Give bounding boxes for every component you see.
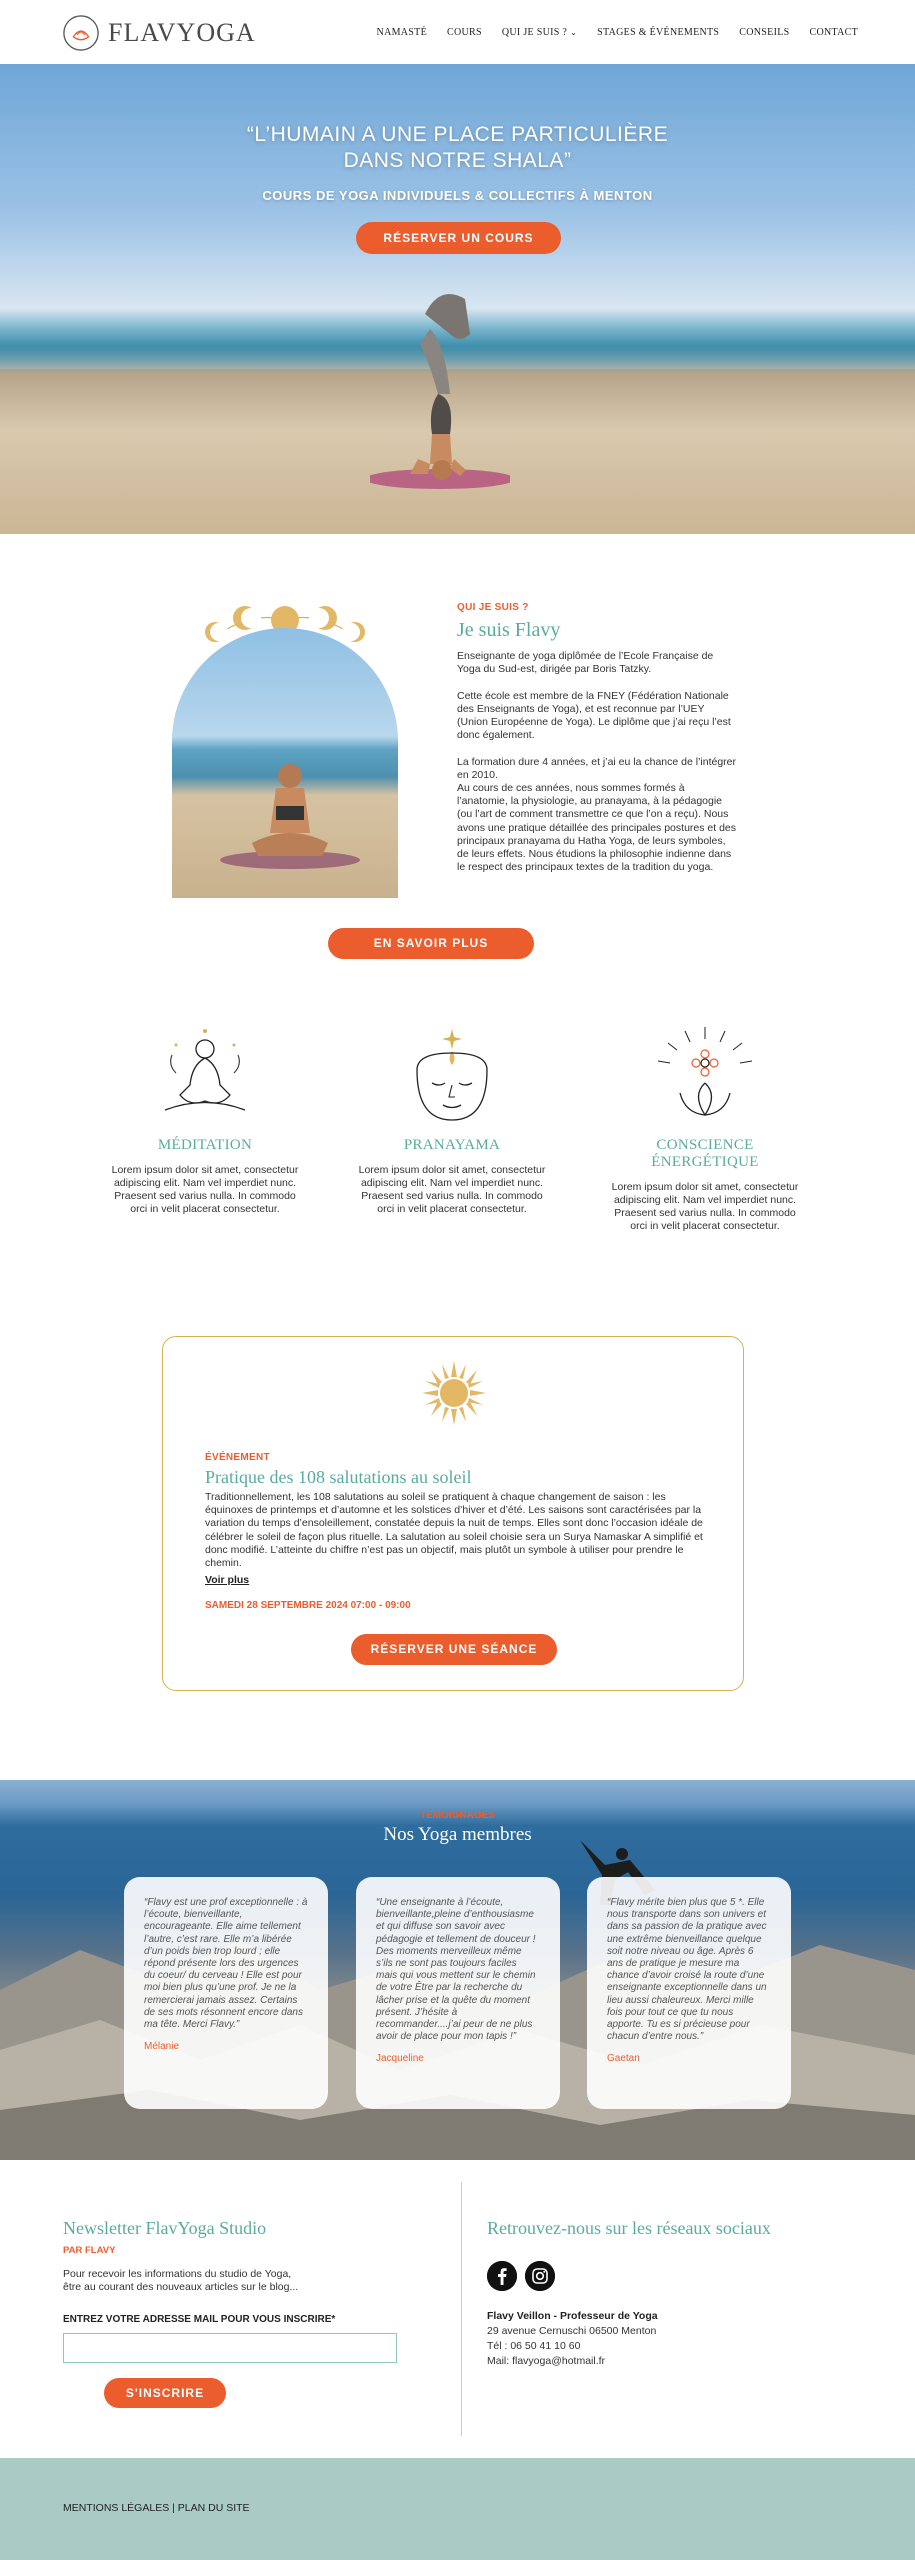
feature-conscience-text: Lorem ipsum dolor sit amet, consectetur adipiscing elit. Nam vel imperdiet nunc. Praesent sed varius nulla. In commodo orci in velit placerat consectetur. — [611, 1181, 799, 1232]
hero-banner — [0, 64, 915, 534]
testimonial-text: “Une enseignante à l’écoute, bienveillante,pleine d’enthousiasme et qui diffuse son savoir avec pédagogie et tellement de douceur ! Des moments merveilleux même s’ils ne sont pas toujours faciles mais qui vous mettent sur le chemin de votre Être par la recherche du lâcher prise et la quête du moment présent. J’hésite à recommander....j’ai peur de ne plus avoir de place pour mon tapis !” — [376, 1897, 536, 2043]
hero-quote — [0, 122, 915, 174]
nav-qui-je-suis[interactable] — [502, 27, 577, 38]
contact-phone: Tél : 06 50 41 10 60 — [487, 2340, 581, 2352]
event-more-link[interactable]: Voir plus — [205, 1574, 250, 1587]
brand-name: FLAVYOGA — [108, 18, 256, 47]
testimonial-card — [356, 1877, 560, 2109]
about-text: Enseignante de yoga diplômée de l’Ecole Française de Yoga du Sud-est, dirigée par Boris Tatzky. Cette école est membre de la FNEY (Fédération Nationale des Enseignants de Yoga), et est reconnue par l’UEY (Union Européenne de Yoga). Le diplôme que j’ai reçu l’est donc également. La formation dure 4 années, et j’ai eu la chance de l’intégrer en 2010. Au cours de ces années, nous sommes formés à l’anatomie, la physiologie, au pranayama, à la pédagogie (ou l’art de comment transmettre ce que l’on a reçu). Nous avons une pratique détaillée des principales postures et des principaux pranayama du Hatha Yoga, de leurs symboles, de leurs effets. Nous étudions la philosophie indienne dans le respect des principaux textes de la tradition du yoga. — [457, 650, 737, 874]
feature-pranayama-text: Lorem ipsum dolor sit amet, consectetur adipiscing elit. Nam vel imperdiet nunc. Praesent sed varius nulla. In commodo orci in velit placerat consectetur. — [358, 1164, 546, 1215]
nav-qui-je-suis-label: QUI JE SUIS ? — [501, 27, 568, 38]
contact-name: Flavy Veillon - Professeur de Yoga — [487, 2310, 658, 2322]
hero-quote-line-2: DANS NOTRE SHALA” — [343, 149, 572, 172]
section-divider — [461, 2182, 462, 2436]
event-kicker: ÉVÉNEMENT — [205, 1452, 270, 1463]
email-label: ENTREZ VOTRE ADRESSE MAIL POUR VOUS INSCRIRE* — [63, 2314, 336, 2325]
hero-subtitle: COURS DE YOGA INDIVIDUELS & COLLECTIFS À MENTON — [262, 188, 653, 203]
site-header — [0, 0, 915, 64]
event-title: Pratique des 108 salutations au soleil — [205, 1467, 472, 1487]
newsletter-by: PAR FLAVY — [63, 2245, 116, 2256]
sitemap-link[interactable]: PLAN DU SITE — [177, 2502, 250, 2514]
pranayama-face-icon — [397, 1025, 507, 1125]
feature-conscience-title: CONSCIENCE ÉNERGÉTIQUE — [651, 1137, 759, 1170]
testimonial-text: “Flavy est une prof exceptionnelle : à l’écoute, bienveillante, encourageante. Elle aime tellement l’autre, c’est rare. Elle m’a libérée d’un poids bien trop lourd ; elle répond présente lors des urgences du coeur/ du cerveau ! Elle est pour moi bien plus qu’une prof. Je ne la remercierai jamais assez. Certains de ses mots résonnent encore dans ma tête. Merci Flavy.” — [144, 1897, 308, 2031]
feature-meditation-text: Lorem ipsum dolor sit amet, consectetur adipiscing elit. Nam vel imperdiet nunc. Praesent sed varius nulla. In commodo orci in velit placerat consectetur. — [111, 1164, 299, 1215]
testimonials-title: Nos Yoga membres — [383, 1824, 532, 1845]
chevron-down-icon: ⌄ — [570, 28, 578, 37]
site-footer — [0, 2458, 915, 2560]
email-input[interactable] — [63, 2333, 397, 2363]
feature-meditation-title: MÉDITATION — [157, 1137, 253, 1153]
book-session-button[interactable]: RÉSERVER UNE SÉANCE — [351, 1634, 557, 1665]
event-date: SAMEDI 28 SEPTEMBRE 2024 07:00 - 09:00 — [205, 1600, 411, 1612]
about-section — [457, 602, 737, 874]
nav-contact[interactable]: CONTACT — [809, 27, 858, 38]
learn-more-button[interactable]: EN SAVOIR PLUS — [328, 928, 534, 959]
contact-email: Mail: flavyoga@hotmail.fr — [487, 2355, 606, 2367]
footer-separator: | — [169, 2502, 178, 2514]
testimonials-kicker: TÉMOIGNAGES — [419, 1810, 495, 1821]
social-title: Retrouvez-nous sur les réseaux sociaux — [487, 2218, 771, 2238]
footer-links — [63, 2502, 250, 2514]
newsletter-description: Pour recevoir les informations du studio de Yoga, être au courant des nouveaux articles sur le blog... — [63, 2268, 299, 2293]
testimonial-card — [124, 1877, 328, 2109]
nav-stages[interactable]: STAGES & ÉVÉNEMENTS — [597, 27, 720, 38]
meditation-icon — [150, 1025, 260, 1125]
feature-conscience — [605, 1025, 805, 1233]
book-class-button[interactable]: RÉSERVER UN COURS — [356, 222, 561, 254]
feature-meditation — [105, 1025, 305, 1216]
feature-pranayama — [352, 1025, 552, 1216]
contact-address: 29 avenue Cernuschi 06500 Menton — [487, 2325, 657, 2337]
lotus-energy-icon — [650, 1025, 760, 1125]
testimonial-author: Mélanie — [144, 2041, 180, 2053]
event-content — [205, 1452, 705, 1611]
testimonial-author: Gaetan — [607, 2053, 640, 2065]
about-title: Je suis Flavy — [457, 619, 561, 641]
contact-block — [487, 2309, 867, 2369]
logo[interactable] — [62, 14, 256, 52]
newsletter-title: Newsletter FlavYoga Studio — [63, 2218, 267, 2238]
legal-notice-link[interactable]: MENTIONS LÉGALES — [63, 2502, 170, 2514]
event-card — [162, 1336, 744, 1691]
testimonials-section — [0, 1780, 915, 2160]
testimonial-author: Jacqueline — [376, 2053, 424, 2065]
testimonial-card — [587, 1877, 791, 2109]
nav-cours[interactable]: COURS — [446, 27, 482, 38]
feature-pranayama-title: PRANAYAMA — [403, 1137, 501, 1153]
about-kicker: QUI JE SUIS ? — [457, 602, 529, 613]
hero-quote-line-1: “L’HUMAIN A UNE PLACE PARTICULIÈRE — [246, 123, 669, 146]
event-text: Traditionnellement, les 108 salutations au soleil se pratiquent à chaque changement de saison : les équinoxes de printemps et d’automne et les solstices d’hiver et d’été. Les saisons sont caractérisées par la variation du temps d’ensoleillement, constatée depuis la nuit de temps. Elles sont donc l’occasion idéale de célébrer le soleil de façon plus rituelle. La salutation au soleil choisie sera un Surya Namaskar A simplifié et donc modifié. L’atteinte du chiffre n’est pas un objectif, mais plutôt un symbole à utiliser pour prendre le chemin. — [205, 1491, 703, 1570]
social-icons — [487, 2261, 867, 2291]
sun-icon — [420, 1359, 488, 1427]
facebook-icon[interactable] — [487, 2261, 517, 2291]
lotus-logo-icon — [62, 14, 100, 52]
nav-namaste[interactable]: NAMASTÉ — [376, 27, 427, 38]
main-nav — [377, 27, 858, 38]
hero-yogi-photo — [370, 274, 510, 494]
meditating-woman-photo — [172, 628, 398, 898]
newsletter-section — [63, 2218, 403, 2363]
social-section — [487, 2218, 867, 2369]
instagram-icon[interactable] — [525, 2261, 555, 2291]
subscribe-button[interactable]: S'INSCRIRE — [104, 2378, 226, 2408]
testimonial-text: “Flavy mérite bien plus que 5 *. Elle nous transporte dans son univers et dans sa passion de la pratique avec une extrême bienveillance quelque soit notre niveau ou âge. Après 6 ans de pratique je mesure ma chance d’avoir croisé la route d’une enseignante exceptionnelle dans un lieu aussi chaleureux. Merci mille fois pour tout ce que tu nous apporte. Tu es si précieuse pour chacun d’entre nous.” — [607, 1897, 767, 2043]
nav-conseils[interactable]: CONSEILS — [739, 27, 790, 38]
flavy-photo — [172, 628, 398, 898]
